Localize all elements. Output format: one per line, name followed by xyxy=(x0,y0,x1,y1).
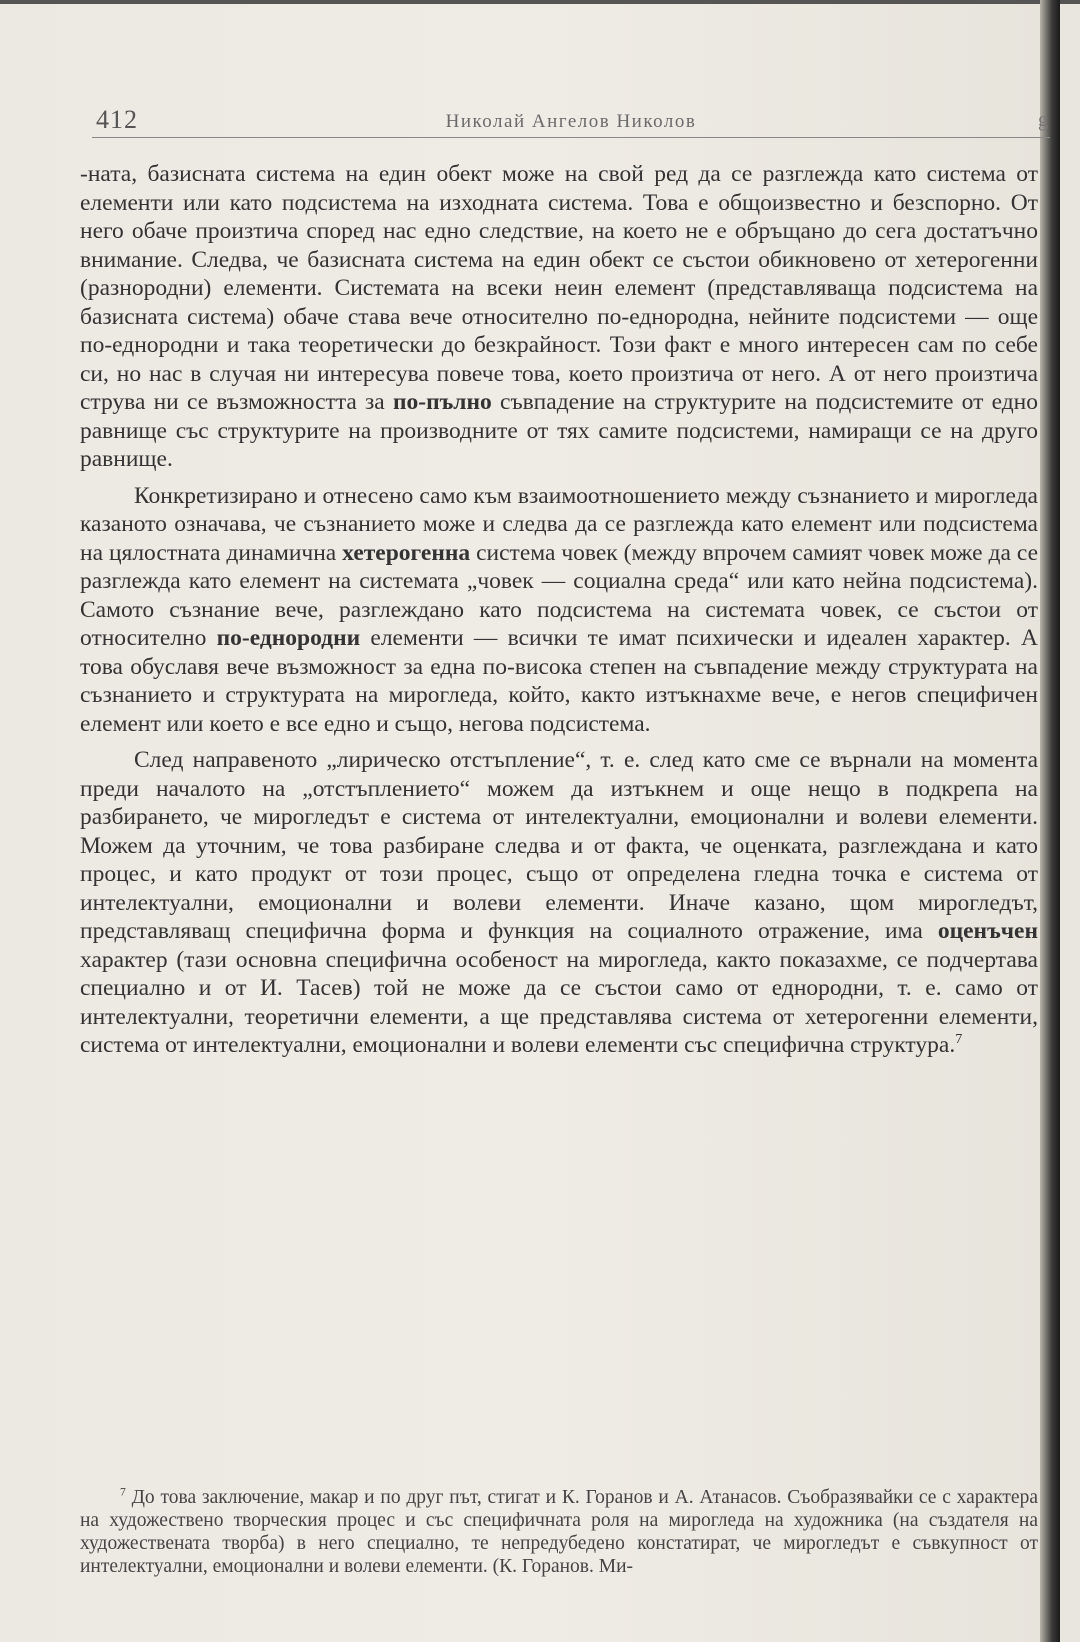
footnote-reference: 7 xyxy=(955,1031,963,1048)
running-header xyxy=(92,105,1050,141)
emphasis: оценъчен xyxy=(937,918,1038,944)
scan-top-edge xyxy=(0,0,1080,4)
header-rule xyxy=(92,137,1050,138)
text-run: След направеното „лирическо отстъпление“, т. е. след като сме се върнали на момента преди началото на „отстъплението“ можем да изтъкнем и още нещо в подкрепа на разбирането, че мирогледът е система от интелектуални, емоционални и волеви елементи. Можем да уточним, че това разбиране следва и от факта, че оценката, разглеждана и като процес, и като продукт от този процес, също от определена гледна точка е система от интелектуални, емоционални и волеви елементи. Иначе казано, щом мирогледът, представляващ специфична форма и функция на социалното отражение, има xyxy=(80,747,1038,944)
running-title: Николай Ангелов Николов xyxy=(445,111,697,132)
text-run: -ната, базисната система на един обект може на свой ред да се разглежда като система от елементи или като подсистема на изходната система. Това е общоизвестно и безспорно. От него обаче произтича според нас едно следствие, на което не е обръщано до сега достатъчно внимание. Следва, че базисната система на един обект се състои обикновено от хетерогенни (разнородни) елементи. Системата на всеки неин елемент (представляваща подсистема на базисната система) обаче става вече относително по-еднородна, нейните подсистеми — още по-еднородни и така теоретически до безкрайност. Този факт е много интересен сам по себе си, но нас в случая ни интересува повече това, което произтича от него. А от него произтича струва ни се възможността за xyxy=(80,161,1038,415)
footnote-text xyxy=(80,1486,1038,1578)
paragraph-3 xyxy=(80,746,1038,1060)
page-number: 412 xyxy=(96,105,138,134)
paragraph-2 xyxy=(80,482,1038,739)
main-text xyxy=(80,160,1038,1060)
footnote-mark: 7 xyxy=(120,1485,126,1499)
text-run: характер (тази основна специфична особеност на мирогледа, както показахме, се подчертава специално и от И. Тасев) той не може да се състои само от еднородни, т. е. само от интелектуални, теоретични елементи, а ще представлява система от хетерогенни елементи, система от интелектуални, емоционални и волеви елементи със специфична структура. xyxy=(80,946,1038,1058)
emphasis: по-пълно xyxy=(392,389,492,415)
text-run: съвпадение на структурите на подсистемите от едно равнище със структурите на производните от тях самите подсистеми, намиращи се на друго равнище. xyxy=(80,389,1038,472)
text-run: елементи — всички те имат психически и идеален характер. А това обуславя вече възможност за една по-висока степен на съвпадение между структурата на съзнанието и структурата на мирогледа, който, както изтъкнахме вече, е негов специфичен елемент или което е все едно и също, негова подсистема. xyxy=(80,625,1038,737)
paragraph-1 xyxy=(80,160,1038,474)
footnote-body: До това заключение, макар и по друг път, стигат и К. Горанов и А. Атанасов. Съобразявайки се с характера на художествено творческия процес и със специфичната роля на мирогледа на художника (на създателя на художествената творба) в него специално, те непредубедено констатират, че мирогледът е съвкупност от интелектуални, емоционални и волеви елементи. (К. Горанов. Ми- xyxy=(80,1487,1038,1577)
text-run: Конкретизирано и отнесено само към взаимоотношението между съзнанието и мирогледа казаното означава, че съзнанието може и следва да се разглежда като елемент или подсистема на цялостната динамична xyxy=(80,482,1038,566)
footnote xyxy=(80,1486,1038,1578)
emphasis: по-еднородни xyxy=(216,625,361,651)
emphasis: хетерогенна xyxy=(342,539,471,566)
text-run: система човек (между впрочем самият човек може да се разглежда като елемент на системата „човек — социална среда“ или като нейна подсистема). Самото съзнание вече, разглеждано като подсистема на системата човек, се състои от относително xyxy=(80,539,1038,651)
scan-binding-edge xyxy=(1040,0,1060,1642)
corner-mark: g xyxy=(1038,109,1048,131)
